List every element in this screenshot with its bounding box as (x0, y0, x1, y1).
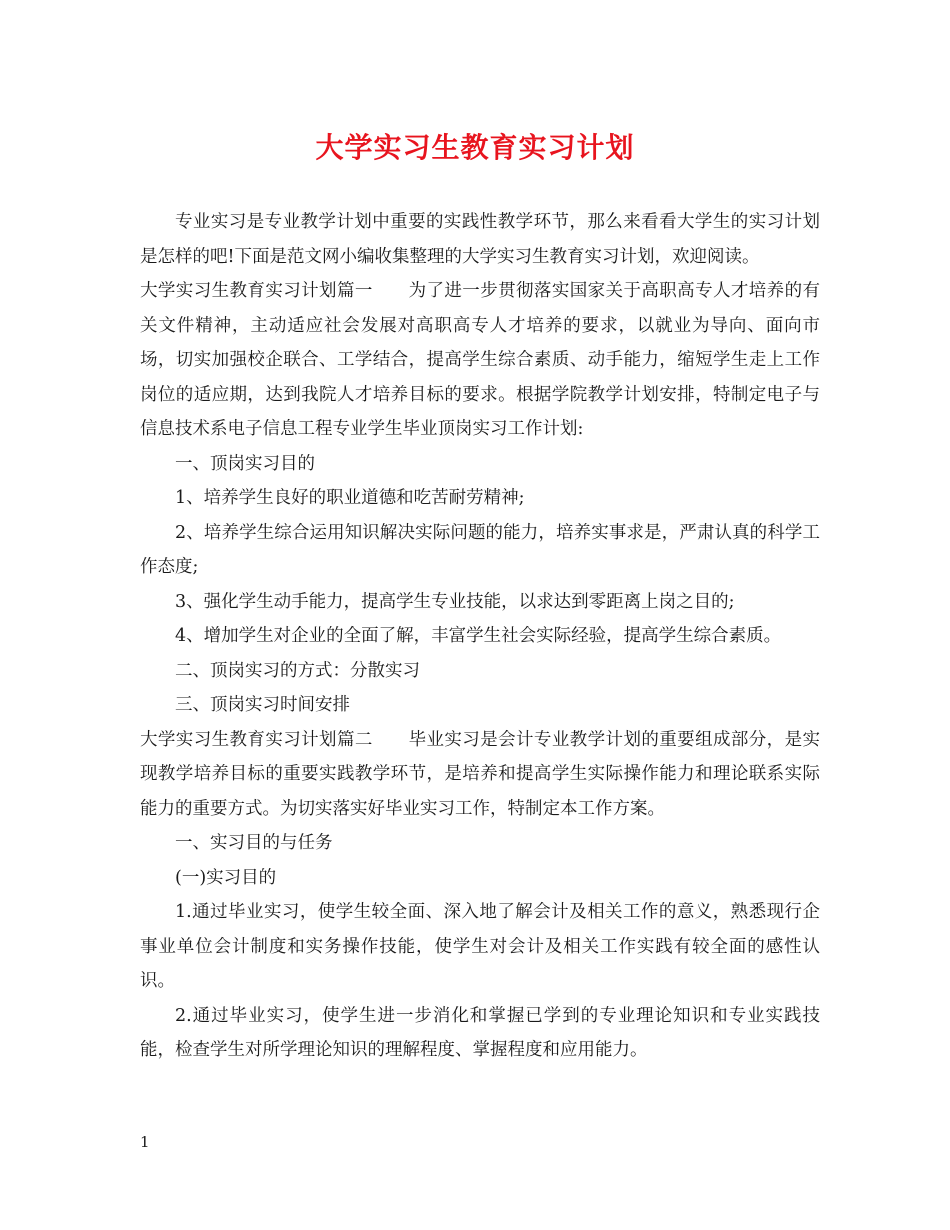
section-one-paragraph: 大学实习生教育实习计划篇一 为了进一步贯彻落实国家关于高职高专人才培养的有关文件精神，主动适应社会发展对高职高专人才培养的要求，以就业为导向、面向市场，切实加强校企联合、工学结合，提高学生综合素质、动手能力，缩短学生走上工作岗位的适应期，达到我院人才培养目标的要求。根据学院教学计划安排，特制定电子与信息技术系电子信息工程专业学生毕业顶岗实习工作计划: (140, 281, 820, 439)
heading-internship-purpose: 一、顶岗实习目的 (175, 453, 315, 474)
page-number: 1 (140, 1133, 150, 1151)
list-item: 4、增加学生对企业的全面了解，丰富学生社会实际经验，提高学生综合素质。 (175, 626, 782, 646)
section-two-paragraph: 大学实习生教育实习计划篇二 毕业实习是会计专业教学计划的重要组成部分，是实现教学培养目标的重要实践教学环节，是培养和提高学生实际操作能力和理论联系实际能力的重要方式。为切实落实好毕业实习工作，特制定本工作方案。 (140, 729, 820, 819)
list-item: 2、培养学生综合运用知识解决实际问题的能力，培养实事求是，严肃认真的科学工作态度; (140, 522, 820, 577)
heading-internship-method: 二、顶岗实习的方式：分散实习 (175, 660, 420, 681)
heading-internship-schedule: 三、顶岗实习时间安排 (175, 695, 350, 715)
document-body (140, 205, 820, 1068)
intro-paragraph: 专业实习是专业教学计划中重要的实践性教学环节，那么来看看大学生的实习计划是怎样的吧!下面是范文网小编收集整理的大学实习生教育实习计划，欢迎阅读。 (140, 212, 820, 267)
heading-purpose-and-tasks: 一、实习目的与任务 (175, 833, 333, 853)
list-item: 1、培养学生良好的职业道德和吃苦耐劳精神; (175, 488, 525, 508)
document-title: 大学实习生教育实习计划 (315, 131, 635, 164)
list-item: 3、强化学生动手能力，提高学生专业技能，以求达到零距离上岗之目的; (175, 591, 735, 612)
list-item: 1.通过毕业实习，使学生较全面、深入地了解会计及相关工作的意义，熟悉现行企事业单位会计制度和实务操作技能，使学生对会计及相关工作实践有较全面的感性认识。 (140, 902, 820, 991)
subheading-purpose: (一)实习目的 (175, 867, 277, 888)
list-item: 2.通过毕业实习，使学生进一步消化和掌握已学到的专业理论知识和专业实践技能，检查学生对所学理论知识的理解程度、掌握程度和应用能力。 (140, 1005, 820, 1060)
